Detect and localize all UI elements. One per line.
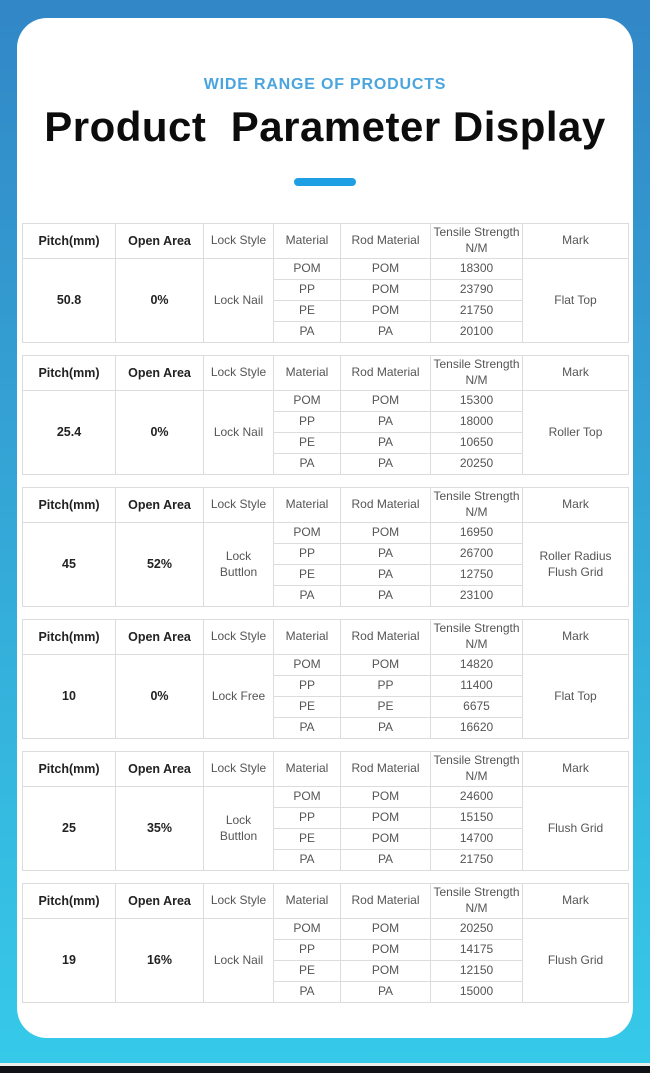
rod-material-cell: POM xyxy=(341,391,431,412)
tensile-cell: 10650 xyxy=(431,433,523,454)
tensile-cell: 16950 xyxy=(431,523,523,544)
col-header-open-area: Open Area xyxy=(116,752,204,787)
table-header-row xyxy=(23,620,629,655)
mark-value: Flush Grid xyxy=(523,919,629,1003)
page-subtitle: WIDE RANGE OF PRODUCTS xyxy=(203,76,447,93)
col-header-tensile-strength: Tensile Strength N/M xyxy=(431,752,523,787)
col-header-rod-material: Rod Material xyxy=(341,356,431,391)
col-header-material: Material xyxy=(274,488,341,523)
rod-material-cell: PA xyxy=(341,454,431,475)
tensile-cell: 15150 xyxy=(431,808,523,829)
rod-material-cell: POM xyxy=(341,808,431,829)
material-cell: PA xyxy=(274,982,341,1003)
pitch-value: 25.4 xyxy=(23,391,116,475)
rod-material-cell: PA xyxy=(341,586,431,607)
col-header-open-area: Open Area xyxy=(116,224,204,259)
col-header-lock-style: Lock Style xyxy=(204,884,274,919)
tensile-cell: 20100 xyxy=(431,322,523,343)
tensile-cell: 14820 xyxy=(431,655,523,676)
col-header-open-area: Open Area xyxy=(116,620,204,655)
col-header-mark: Mark xyxy=(523,224,629,259)
col-header-material: Material xyxy=(274,356,341,391)
table-header-row xyxy=(23,884,629,919)
col-header-mark: Mark xyxy=(523,884,629,919)
spec-table xyxy=(22,619,629,739)
material-cell: PA xyxy=(274,322,341,343)
col-header-lock-style: Lock Style xyxy=(204,488,274,523)
rod-material-cell: POM xyxy=(341,787,431,808)
material-cell: PE xyxy=(274,961,341,982)
material-cell: POM xyxy=(274,655,341,676)
page-title: Product Parameter Display xyxy=(44,103,606,150)
col-header-lock-style: Lock Style xyxy=(204,356,274,391)
tensile-cell: 6675 xyxy=(431,697,523,718)
tensile-cell: 14175 xyxy=(431,940,523,961)
tensile-cell: 14700 xyxy=(431,829,523,850)
open-area-value: 35% xyxy=(116,787,204,871)
col-header-pitch: Pitch(mm) xyxy=(23,884,116,919)
rod-material-cell: POM xyxy=(341,655,431,676)
rod-material-cell: PE xyxy=(341,697,431,718)
title-underline-dash xyxy=(294,178,356,186)
col-header-pitch: Pitch(mm) xyxy=(23,488,116,523)
material-cell: PP xyxy=(274,544,341,565)
col-header-tensile-strength: Tensile Strength N/M xyxy=(431,884,523,919)
col-header-rod-material: Rod Material xyxy=(341,620,431,655)
col-header-lock-style: Lock Style xyxy=(204,752,274,787)
col-header-material: Material xyxy=(274,620,341,655)
lock-style-value: Lock Buttlon xyxy=(204,523,274,607)
lock-style-value: Lock Nail xyxy=(204,391,274,475)
spec-table xyxy=(22,883,629,1003)
rod-material-cell: PP xyxy=(341,676,431,697)
material-cell: PA xyxy=(274,718,341,739)
col-header-pitch: Pitch(mm) xyxy=(23,620,116,655)
col-header-open-area: Open Area xyxy=(116,488,204,523)
material-cell: PP xyxy=(274,808,341,829)
tensile-cell: 15000 xyxy=(431,982,523,1003)
mark-value: Flat Top xyxy=(523,655,629,739)
rod-material-cell: PA xyxy=(341,850,431,871)
table-header-row xyxy=(23,752,629,787)
tables-container xyxy=(22,223,628,1003)
material-cell: POM xyxy=(274,919,341,940)
table-header-row xyxy=(23,356,629,391)
spec-table xyxy=(22,223,629,343)
tensile-cell: 24600 xyxy=(431,787,523,808)
col-header-tensile-strength: Tensile Strength N/M xyxy=(431,356,523,391)
material-cell: PA xyxy=(274,586,341,607)
col-header-rod-material: Rod Material xyxy=(341,224,431,259)
tensile-cell: 16620 xyxy=(431,718,523,739)
spec-table xyxy=(22,487,629,607)
material-cell: PP xyxy=(274,940,341,961)
col-header-open-area: Open Area xyxy=(116,884,204,919)
col-header-rod-material: Rod Material xyxy=(341,884,431,919)
col-header-mark: Mark xyxy=(523,488,629,523)
col-header-material: Material xyxy=(274,752,341,787)
rod-material-cell: POM xyxy=(341,919,431,940)
col-header-pitch: Pitch(mm) xyxy=(23,752,116,787)
content-card xyxy=(17,18,633,1038)
tensile-cell: 23790 xyxy=(431,280,523,301)
material-cell: POM xyxy=(274,391,341,412)
open-area-value: 0% xyxy=(116,391,204,475)
mark-value: Roller Top xyxy=(523,391,629,475)
table-header-row xyxy=(23,224,629,259)
material-cell: POM xyxy=(274,787,341,808)
col-header-mark: Mark xyxy=(523,620,629,655)
pitch-value: 19 xyxy=(23,919,116,1003)
col-header-tensile-strength: Tensile Strength N/M xyxy=(431,224,523,259)
rod-material-cell: PA xyxy=(341,982,431,1003)
tensile-cell: 26700 xyxy=(431,544,523,565)
rod-material-cell: PA xyxy=(341,544,431,565)
pitch-value: 25 xyxy=(23,787,116,871)
mark-value: Flush Grid xyxy=(523,787,629,871)
tensile-cell: 18000 xyxy=(431,412,523,433)
rod-material-cell: PA xyxy=(341,433,431,454)
col-header-tensile-strength: Tensile Strength N/M xyxy=(431,488,523,523)
table-row xyxy=(23,259,629,280)
col-header-mark: Mark xyxy=(523,752,629,787)
rod-material-cell: POM xyxy=(341,829,431,850)
material-cell: POM xyxy=(274,259,341,280)
col-header-material: Material xyxy=(274,224,341,259)
rod-material-cell: PA xyxy=(341,322,431,343)
material-cell: PE xyxy=(274,829,341,850)
material-cell: PA xyxy=(274,454,341,475)
col-header-mark: Mark xyxy=(523,356,629,391)
rod-material-cell: POM xyxy=(341,280,431,301)
table-row xyxy=(23,523,629,544)
material-cell: PE xyxy=(274,697,341,718)
open-area-value: 16% xyxy=(116,919,204,1003)
spec-table xyxy=(22,355,629,475)
rod-material-cell: POM xyxy=(341,961,431,982)
table-row xyxy=(23,391,629,412)
tensile-cell: 12750 xyxy=(431,565,523,586)
tensile-cell: 18300 xyxy=(431,259,523,280)
tensile-cell: 20250 xyxy=(431,919,523,940)
lock-style-value: Lock Nail xyxy=(204,919,274,1003)
bottom-dark-strip xyxy=(0,1066,650,1073)
material-cell: PA xyxy=(274,850,341,871)
col-header-tensile-strength: Tensile Strength N/M xyxy=(431,620,523,655)
open-area-value: 0% xyxy=(116,655,204,739)
pitch-value: 10 xyxy=(23,655,116,739)
tensile-cell: 15300 xyxy=(431,391,523,412)
tensile-cell: 11400 xyxy=(431,676,523,697)
col-header-pitch: Pitch(mm) xyxy=(23,224,116,259)
col-header-lock-style: Lock Style xyxy=(204,224,274,259)
lock-style-value: Lock Buttlon xyxy=(204,787,274,871)
table-row xyxy=(23,655,629,676)
mark-value: Flat Top xyxy=(523,259,629,343)
pitch-value: 45 xyxy=(23,523,116,607)
mark-value: Roller Radius Flush Grid xyxy=(523,523,629,607)
rod-material-cell: POM xyxy=(341,301,431,322)
rod-material-cell: PA xyxy=(341,565,431,586)
col-header-rod-material: Rod Material xyxy=(341,752,431,787)
rod-material-cell: POM xyxy=(341,259,431,280)
material-cell: PP xyxy=(274,412,341,433)
table-row xyxy=(23,787,629,808)
table-row xyxy=(23,919,629,940)
material-cell: PE xyxy=(274,301,341,322)
col-header-pitch: Pitch(mm) xyxy=(23,356,116,391)
pitch-value: 50.8 xyxy=(23,259,116,343)
rod-material-cell: POM xyxy=(341,523,431,544)
material-cell: PP xyxy=(274,676,341,697)
col-header-rod-material: Rod Material xyxy=(341,488,431,523)
material-cell: POM xyxy=(274,523,341,544)
table-header-row xyxy=(23,488,629,523)
rod-material-cell: POM xyxy=(341,940,431,961)
tensile-cell: 20250 xyxy=(431,454,523,475)
col-header-material: Material xyxy=(274,884,341,919)
open-area-value: 52% xyxy=(116,523,204,607)
spec-table xyxy=(22,751,629,871)
tensile-cell: 21750 xyxy=(431,301,523,322)
material-cell: PP xyxy=(274,280,341,301)
tensile-cell: 12150 xyxy=(431,961,523,982)
col-header-lock-style: Lock Style xyxy=(204,620,274,655)
col-header-open-area: Open Area xyxy=(116,356,204,391)
rod-material-cell: PA xyxy=(341,412,431,433)
tensile-cell: 21750 xyxy=(431,850,523,871)
open-area-value: 0% xyxy=(116,259,204,343)
material-cell: PE xyxy=(274,565,341,586)
lock-style-value: Lock Nail xyxy=(204,259,274,343)
material-cell: PE xyxy=(274,433,341,454)
tensile-cell: 23100 xyxy=(431,586,523,607)
rod-material-cell: PA xyxy=(341,718,431,739)
lock-style-value: Lock Free xyxy=(204,655,274,739)
